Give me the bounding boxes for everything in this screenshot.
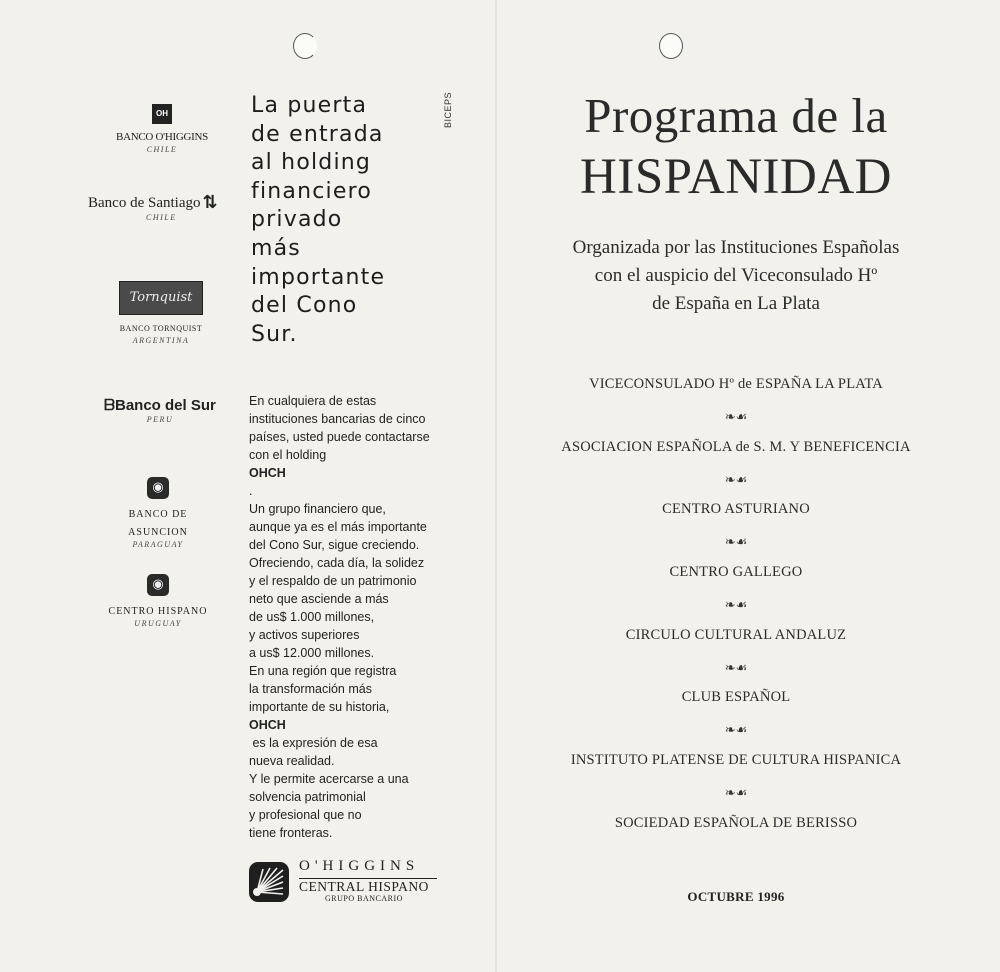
ornament-icon: ❧☙ [724,410,748,425]
program-title [497,86,975,208]
bank-tornquist-logo [116,281,206,345]
body-line: importante de su historia, [249,700,390,714]
bank-country: ARGENTINA [132,336,190,345]
bank-country: URUGUAY [134,619,182,628]
right-panel [497,0,1000,972]
bank-name: BANCO O'HIGGINS [116,131,208,143]
subtitle-line: Organizada por las Instituciones Españolas [572,237,900,258]
organization-item: CENTRO ASTURIANO [662,501,810,518]
subtitle-line: de España en La Plata [652,293,820,314]
headline-line: más [251,235,301,261]
centro-hispano-emblem-icon: ◉ [147,574,169,596]
body-line [249,446,464,500]
body-line: la transformación más [249,682,372,696]
title-line: Programa de la [584,88,888,143]
bank-asuncion-logo [100,477,216,549]
ornament-icon: ❧☙ [724,660,748,676]
subtitle-line: con el auspicio del Viceconsulado Hº [594,265,878,286]
side-code: BICEPS [443,92,453,129]
headline-line: al holding [251,150,372,176]
headline-line: importante [251,264,386,290]
body-line: Ofreciendo, cada día, la solidez [249,556,425,570]
body-line: del Cono Sur, sigue creciendo. [249,538,420,552]
program-date: OCTUBRE 1996 [687,889,785,904]
body-line [249,716,464,752]
body-line: aunque ya es el más importante [249,520,427,534]
headline-line: del Cono [251,293,358,319]
bank-santiago-logo [88,192,238,222]
ornament-icon: ❧☙ [724,535,748,551]
ornament-icon: ❧☙ [724,472,748,488]
bank-sur-logo [98,397,222,424]
organization-item: CLUB ESPAÑOL [681,689,791,706]
punch-hole [293,33,317,59]
bank-country: CHILE [146,213,177,222]
body-line: Un grupo financiero que, [249,502,386,516]
ornament-icon: ❧☙ [724,723,748,739]
bank-country: PARAGUAY [132,540,184,549]
bank-name: CENTRO HISPANO [108,606,208,617]
bank-country: CHILE [146,145,178,154]
bank-name: BANCO TORNQUIST [119,324,203,333]
headline-line: de entrada [251,121,384,147]
sur-b-icon: ᗷ [104,397,115,414]
bank-ohiggins-logo [112,104,212,154]
group-name-line3: GRUPO BANCARIO [325,894,403,903]
ornament-icon: ❧☙ [724,598,748,614]
body-line: de us$ 1.000 millones, [249,610,375,624]
ornament-icon: ❧☙ [724,786,748,802]
organization-item: ASOCIACION ESPAÑOLA de S. M. Y BENEFICENCIA [561,438,911,455]
asuncion-emblem-icon: ◉ [147,477,169,499]
organization-item: CIRCULO CULTURAL ANDALUZ [625,626,847,643]
sunburst-emblem-icon [249,862,289,902]
body-line: Y le permite acercarse a una [249,772,409,786]
bank-centro-hispano-logo [102,574,214,628]
body-line: y activos superiores [249,628,360,642]
headline-line: financiero [251,178,372,204]
ohch-bold: OHCH [249,718,286,732]
body-line: países, usted puede contactarse [249,430,430,444]
body-text-fragment: es la expresión de esa [249,736,378,750]
body-line: instituciones bancarias de cinco [249,412,426,426]
body-text [249,392,464,842]
body-line: nueva realidad. [249,754,335,768]
body-line: En cualquiera de estas [249,394,377,408]
headline [251,92,441,349]
body-line: tiene fronteras. [249,826,333,840]
title-line: HISPANIDAD [580,149,892,205]
headline-line: La puerta [251,93,368,118]
headline-line: privado [251,207,343,233]
organization-item: CENTRO GALLEGO [669,564,803,581]
ohiggins-central-hispano-logo [249,858,449,908]
body-line: y el respaldo de un patrimonio [249,574,417,588]
bank-name: BANCO DE ASUNCION [128,509,188,538]
headline-line: Sur. [251,321,298,347]
body-text-fragment: con el holding [249,448,327,462]
organization-item: INSTITUTO PLATENSE DE CULTURA HISPANICA [570,752,902,769]
bank-country: PERU [146,415,174,424]
body-line: En una región que registra [249,664,397,678]
bank-name [104,397,216,414]
bank-name: Banco de Santiago [88,195,201,211]
ohiggins-mark: OH [152,104,172,124]
body-line: solvencia patrimonial [249,790,366,804]
organization-item: VICECONSULADO Hº de ESPAÑA LA PLATA [589,376,883,392]
body-line: neto que asciende a más [249,592,389,606]
santiago-arrows-icon: ⇅ [202,192,218,213]
organization-list [497,376,975,837]
tornquist-signature-mark: Tornquist [119,281,203,315]
bank-name-text: Banco del Sur [114,397,216,414]
group-name-line1: O'HIGGINS [299,858,420,874]
group-name-line2: CENTRAL HISPANO [299,879,429,894]
body-line: y profesional que no [249,808,362,822]
ohch-bold: OHCH [249,466,286,480]
organization-item: SOCIEDAD ESPAÑOLA DE BERISSO [614,814,858,831]
program-subtitle [497,234,975,318]
body-line: a us$ 12.000 millones. [249,646,375,660]
left-panel [0,0,495,972]
body-text-fragment: . [249,484,253,498]
